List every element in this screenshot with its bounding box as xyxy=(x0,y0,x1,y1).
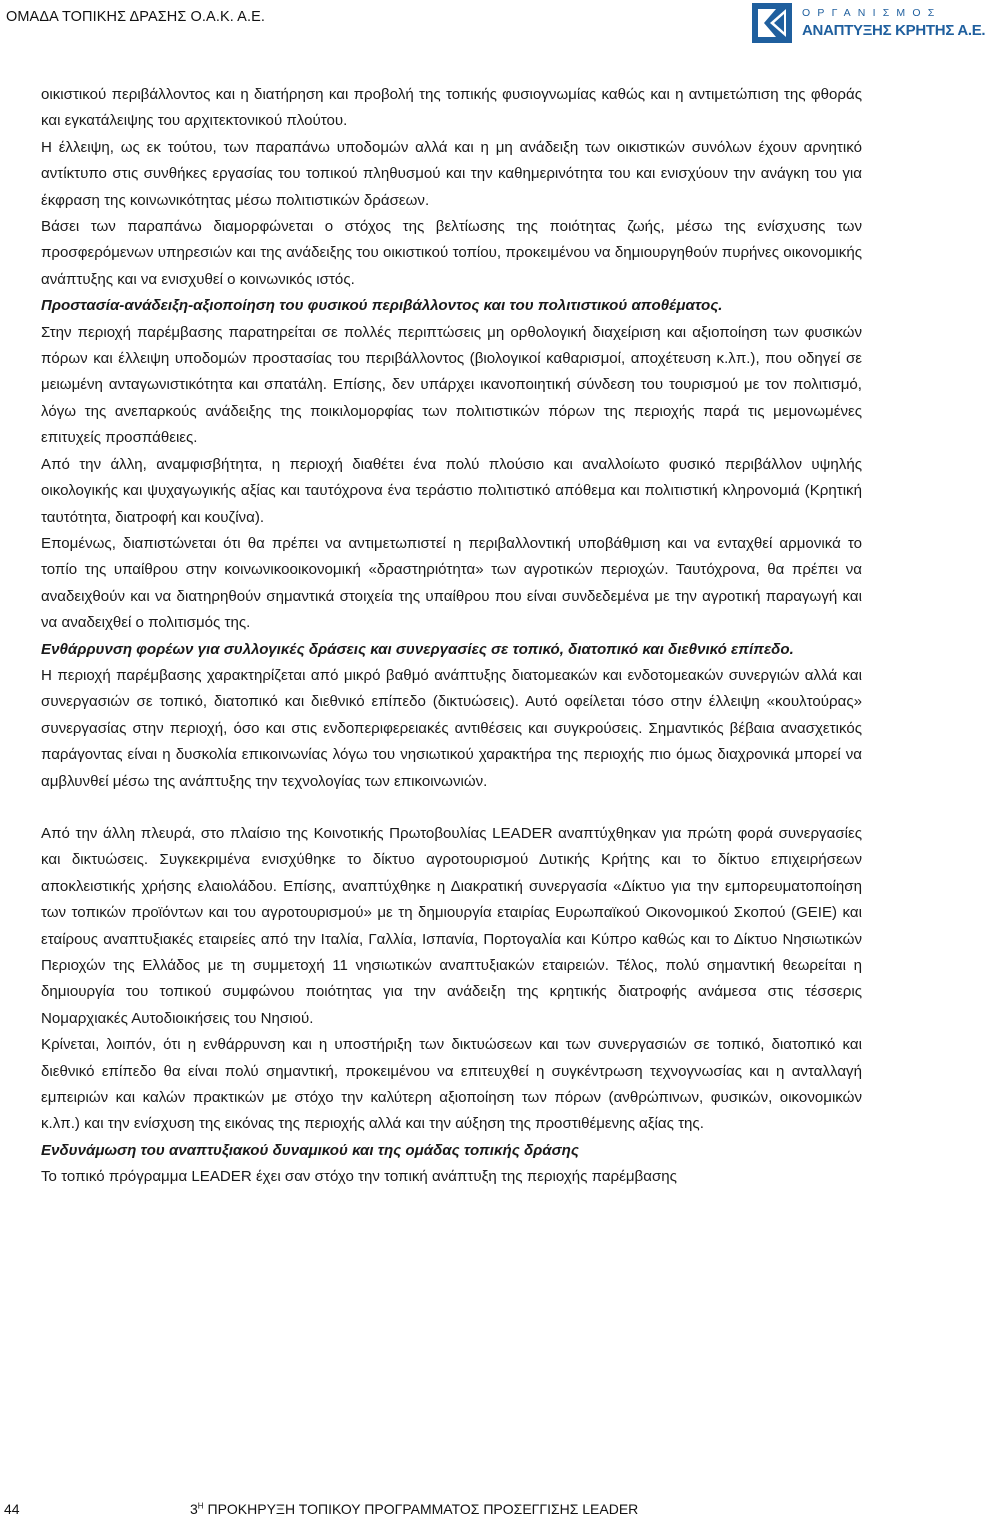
paragraph: Από την άλλη, αναμφισβήτητα, η περιοχή διαθέτει ένα πολύ πλούσιο και αναλλοίωτο φυσικό περιβάλλον υψηλής οικολογικής και ψυχαγωγικής αξίας και ταυτόχρονα ένα τεράστιο πολιτιστικό απόθεμα και πολιτιστική κληρονομιά (Κρητική ταυτότητα, διατροφή και κουζίνα). xyxy=(41,455,862,526)
document-body xyxy=(41,82,862,1191)
section-heading-4 xyxy=(12,637,862,663)
page-number: 44 xyxy=(4,1501,20,1517)
paragraph: Στην περιοχή παρέμβασης παρατηρείται σε πολλές περιπτώσεις μη ορθολογική διαχείριση και αξιοποίηση των φυσικών πόρων και έλλειψη υποδομών προστασίας του περιβάλλοντος (βιολογικοί καθαρισμοί, αποχέτευση κ.λπ.), που οδηγεί σε μειωμένη ανταγωνιστικότητα και σπατάλη. Επίσης, δεν υπάρχει ικανοποιητική σύνδεση του τουρισμού με τον πολιτισμό, λόγω της ανεπαρκούς ανάδειξης της ποικιλομορφίας των πολιτιστικών πόρων της περιοχής παρά τις μεμονωμένες επιτυχείς προσπάθειες. xyxy=(41,323,862,447)
logo-text-bottom: ΑΝΑΠΤΥΞΗΣ ΚΡΗΤΗΣ Α.Ε. xyxy=(802,22,985,39)
paragraph: Η έλλειψη, ως εκ τούτου, των παραπάνω υποδομών αλλά και η μη ανάδειξη των οικιστικών συνόλων έχουν αρνητικό αντίκτυπο στις συνθήκες εργασίας του τοπικού πληθυσμού και την καθημερινότητα του και ενισχύουν την ανάγκη του για έκφραση της κοινωνικότητας μέσω πολιτιστικών δράσεων. xyxy=(41,138,862,209)
paragraph: οικιστικού περιβάλλοντος και η διατήρηση και προβολή της τοπικής φυσιογνωμίας καθώς και η αντιμετώπιση της φθοράς και εγκατάλειψης του αρχιτεκτονικού πλούτου. xyxy=(41,86,862,130)
paragraph: Επομένως, διαπιστώνεται ότι θα πρέπει να αντιμετωπιστεί η περιβαλλοντική υποβάθμιση και να ενταχθεί αρμονικά το τοπίο της υπαίθρου στην κοινωνικοοικονομική «δραστηριότητα» των αγροτικών περιοχών. Ταυτόχρονα, θα πρέπει να αναδειχθούν και να διατηρηθούν σημαντικά στοιχεία της υπαίθρου που είναι συνδεδεμένα με την αγροτική παραγωγή και να αναδειχθεί ο πολιτισμός της. xyxy=(41,534,862,632)
blank-line xyxy=(41,795,862,821)
header-title: ΟΜΑΔΑ ΤΟΠΙΚΗΣ ΔΡΑΣΗΣ Ο.Α.Κ. Α.Ε. xyxy=(6,9,265,25)
section-title: Ενδυνάμωση του αναπτυξιακού δυναμικού και της ομάδας τοπικής δράσης xyxy=(41,1141,579,1159)
paragraph: Βάσει των παραπάνω διαμορφώνεται ο στόχος της βελτίωσης της ποιότητας ζωής, μέσω της ενίσχυσης των προσφερόμενων υπηρεσιών και της ανάδειξης του οικιστικού τοπίου, προκειμένου να δημιουργηθούν πυρήνες οικονομικής ανάπτυξης και να ενισχυθεί ο κοινωνικός ιστός. xyxy=(41,218,862,288)
organization-logo xyxy=(752,3,985,43)
page-header xyxy=(0,0,985,46)
paragraph: Κρίνεται, λοιπόν, ότι η ενθάρρυνση και η υποστήριξη των δικτυώσεων και των συνεργασιών σε τοπικό, διατοπικό και διεθνικό επίπεδο θα είναι πολύ σημαντική, προκειμένου να επιτευχθεί η συγκέντρωση τεχνογνωσίας και η ανταλλαγή εμπειριών και καλών πρακτικών με στόχο την καλύτερη αξιοποίηση των πόρων (ανθρώπινων, φυσικών, οικονομικών κ.λπ.) και την ενίσχυση της εικόνας της περιοχής αλλά και την αύξηση της προστιθέμενης αξίας της. xyxy=(41,1036,862,1133)
footer-ordinal-suffix: Η xyxy=(197,1501,204,1511)
footer-title xyxy=(190,1501,638,1517)
section-heading-5 xyxy=(12,1138,862,1164)
section-title: Ενθάρρυνση φορέων για συλλογικές δράσεις και συνεργασίες σε τοπικό, διατοπικό και διεθνικό επίπεδο. xyxy=(41,640,794,658)
section-heading-3 xyxy=(12,293,862,319)
paragraph: Το τοπικό πρόγραμμα LEADER έχει σαν στόχο την τοπική ανάπτυξη της περιοχής παρέμβασης xyxy=(41,1168,677,1186)
logo-text-top: ΟΡΓΑΝΙΣΜΟΣ xyxy=(802,7,942,19)
oak-logo-mark-icon xyxy=(752,3,792,43)
page-footer xyxy=(0,1496,960,1521)
footer-ordinal: 3 xyxy=(190,1501,198,1517)
paragraph: Από την άλλη πλευρά, στο πλαίσιο της Κοινοτικής Πρωτοβουλίας LEADER αναπτύχθηκαν για πρώτη φορά συνεργασίες και δικτυώσεις. Συγκεκριμένα ενισχύθηκε το δίκτυο αγροτουρισμού Δυτικής Κρήτης και το δίκτυο επιχειρήσεων αποκλειστικής χρήσης ελαιολάδου. Επίσης, αναπτύχθηκε η Διακρατική συνεργασία «Δίκτυο για την εμπορευματοποίηση των τοπικών προϊόντων και του αγροτουρισμού» με τη δημιουργία εταιρίας Ευρωπαϊκού Οικονομικού Σκοπού (GEIE) και εταίρους αναπτυξιακές εταιρείες από την Ιταλία, Γαλλία, Ισπανία, Πορτογαλία και Κύπρο καθώς και το Δίκτυο Νησιωτικών Περιοχών της Ελλάδος με τη συμμετοχή 11 νησιωτικών αναπτυξιακών εταιρειών. Τέλος, πολύ σημαντική θεωρείται η δημιουργία του τοπικού συμφώνου ποιότητας για την ανάδειξη της κρητικής διατροφής ανάμεσα στις τέσσερις Νομαρχιακές Αυτοδιοικήσεις του Νησιού. xyxy=(41,824,862,1027)
section-title: Προστασία-ανάδειξη-αξιοποίηση του φυσικού περιβάλλοντος και του πολιτιστικού αποθέματος. xyxy=(41,297,723,315)
footer-title-text: ΠΡΟΚΗΡΥΞΗ ΤΟΠΙΚΟΥ ΠΡΟΓΡΑΜΜΑΤΟΣ ΠΡΟΣΕΓΓΙΣΗΣ LEADER xyxy=(203,1501,639,1517)
paragraph: Η περιοχή παρέμβασης χαρακτηρίζεται από μικρό βαθμό ανάπτυξης διατομεακών και ενδοτομεακών συνεργιών αλλά και συνεργασιών σε τοπικό, διατοπικό και διεθνικό επίπεδο (δικτυώσεις). Αυτό οφείλεται τόσο στην έλλειψη «κουλτούρας» συνεργασίας στην περιοχή, όσο και στις ενδοπεριφερειακές αντιθέσεις και συγκρούσεις. Σημαντικός βέβαια ανασχετικός παράγοντας είναι η δυσκολία επικοινωνίας λόγω του νησιωτικού χαρακτήρα της περιοχής πιο όμως διαχρονικά μπορεί να αμβλυνθεί μέσω της ανάπτυξης την τεχνολογίας των επικοινωνιών. xyxy=(41,666,862,790)
